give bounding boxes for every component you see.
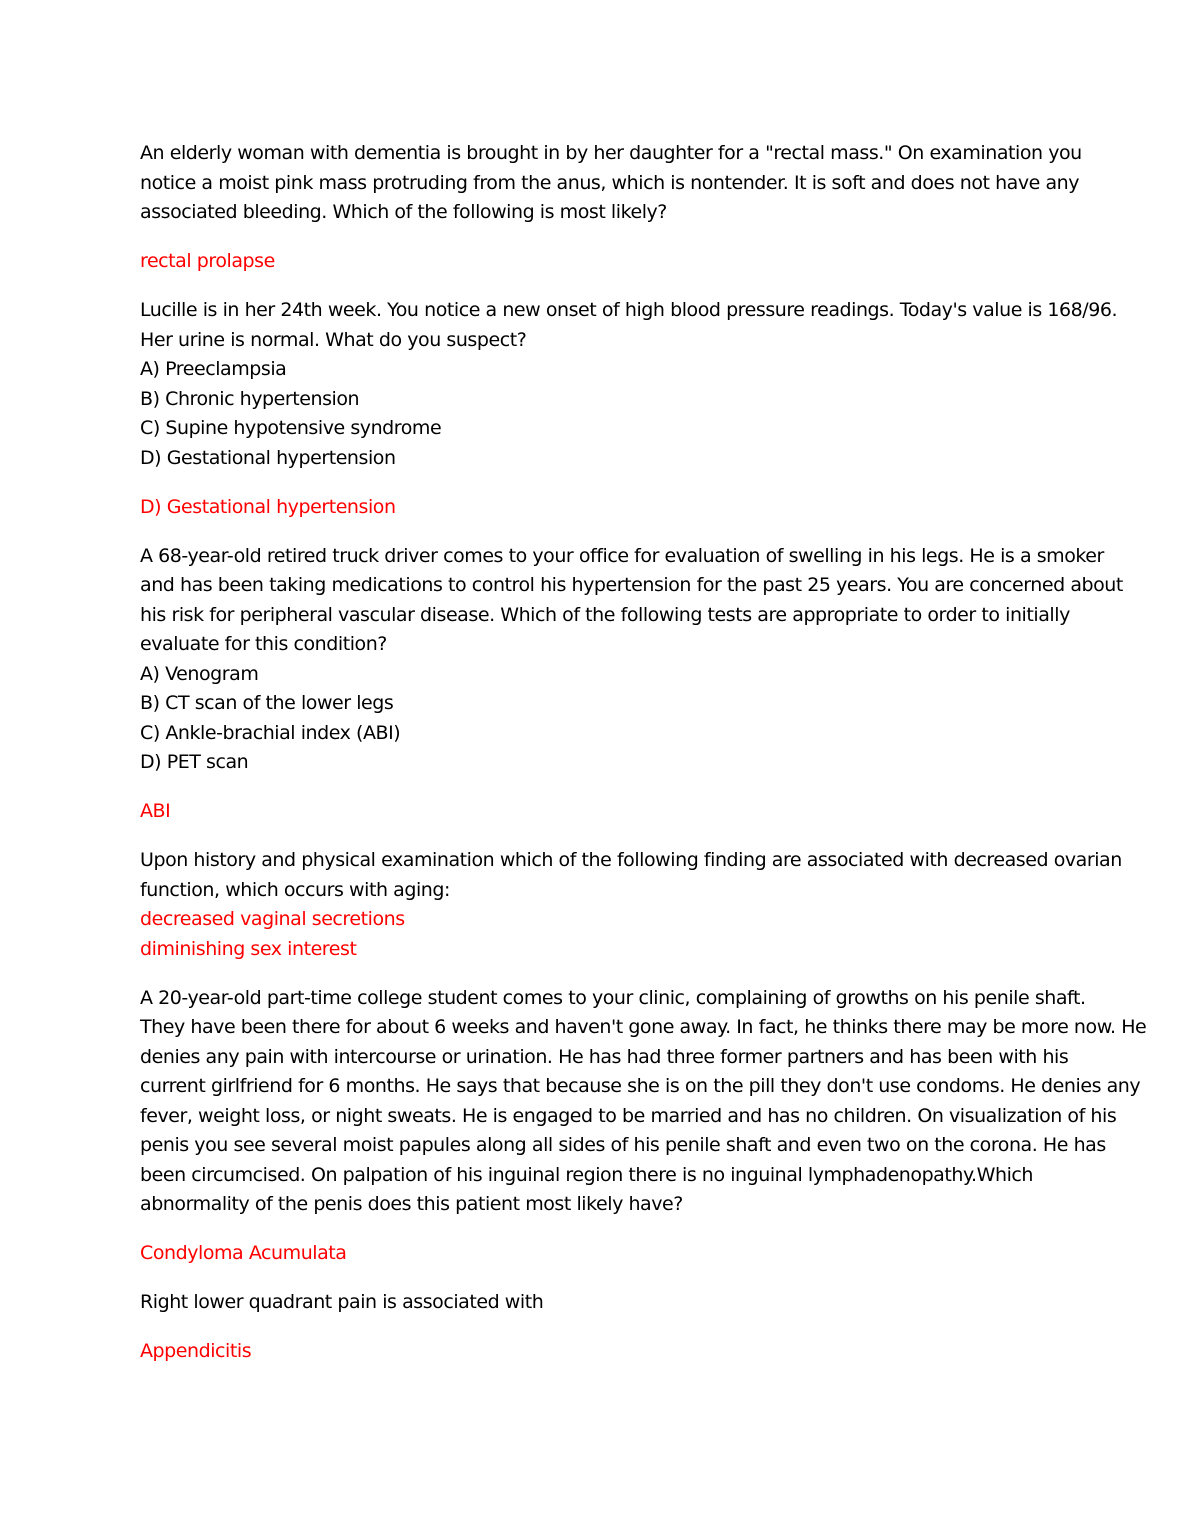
- answer-block: [140, 247, 1065, 277]
- question-line: B) Chronic hypertension: [140, 387, 360, 410]
- question-block: [140, 296, 1118, 473]
- question-line: B) CT scan of the lower legs: [140, 692, 394, 714]
- question-line: current girlfriend for 6 months. He says that because she is on the pill they don't use condoms. He denies any: [140, 1075, 1141, 1097]
- answer-block: [140, 797, 1065, 827]
- question-line: evaluate for this condition?: [140, 633, 387, 655]
- question-block: [140, 139, 1082, 228]
- answer-line: D) Gestational hypertension: [140, 495, 396, 518]
- question-line: associated bleeding. Which of the following is most likely?: [140, 201, 667, 223]
- question-line: Lucille is in her 24th week. You notice a new onset of high blood pressure readings. Today's value is 168/96.: [140, 299, 1118, 321]
- question-line: and has been taking medications to control his hypertension for the past 25 years. You are concerned about: [140, 574, 1123, 596]
- answer-block: [140, 493, 1065, 523]
- question-block: [140, 984, 1147, 1220]
- question-line: An elderly woman with dementia is brought in by her daughter for a "rectal mass." On examination you: [140, 142, 1082, 164]
- answer-line: diminishing sex interest: [140, 937, 357, 960]
- question-line: A 20-year-old part-time college student comes to your clinic, complaining of growths on his penile shaft.: [140, 986, 1086, 1009]
- question-block: [140, 542, 1123, 778]
- question-line: D) Gestational hypertension: [140, 446, 396, 469]
- question-line: A) Venogram: [140, 662, 259, 685]
- question-line: A) Preeclampsia: [140, 358, 287, 380]
- question-line: denies any pain with intercourse or urination. He has had three former partners and has been with his: [140, 1045, 1069, 1068]
- question-line: fever, weight loss, or night sweats. He is engaged to be married and has no children. On visualization of his: [140, 1104, 1117, 1127]
- answer-line: decreased vaginal secretions: [140, 908, 405, 930]
- question-line: C) Supine hypotensive syndrome: [140, 417, 442, 439]
- document-page: [140, 139, 1147, 1386]
- answer-line: Appendicitis: [140, 1340, 252, 1362]
- answer-line: ABI: [140, 800, 171, 822]
- answer-block: [140, 1337, 1065, 1367]
- question-line: function, which occurs with aging:: [140, 878, 450, 901]
- question-line: his risk for peripheral vascular disease. Which of the following tests are appropriate to order to initially: [140, 603, 1070, 626]
- question-block: [140, 1288, 1065, 1318]
- question-line: They have been there for about 6 weeks and haven't gone away. In fact, he thinks there may be more now. He: [140, 1016, 1147, 1038]
- question-line: Her urine is normal. What do you suspect?: [140, 328, 527, 351]
- question-line: Right lower quadrant pain is associated with: [140, 1291, 544, 1313]
- question-block: [140, 846, 1122, 905]
- answer-block: [140, 905, 1065, 964]
- question-line: C) Ankle-brachial index (ABI): [140, 721, 401, 744]
- question-line: penis you see several moist papules along all sides of his penile shaft and even two on the corona. He has: [140, 1134, 1106, 1156]
- answer-block: [140, 1239, 1065, 1269]
- question-line: notice a moist pink mass protruding from the anus, which is nontender. It is soft and does not have any: [140, 171, 1080, 194]
- question-line: abnormality of the penis does this patient most likely have?: [140, 1193, 683, 1215]
- answer-line: Condyloma Acumulata: [140, 1242, 347, 1264]
- question-line: been circumcised. On palpation of his inguinal region there is no inguinal lymphadenopathy.Which: [140, 1163, 1033, 1186]
- question-line: A 68-year-old retired truck driver comes to your office for evaluation of swelling in his legs. He is a smoker: [140, 544, 1104, 567]
- answer-line: rectal prolapse: [140, 250, 275, 272]
- question-line: Upon history and physical examination which of the following finding are associated with decreased ovarian: [140, 849, 1122, 871]
- question-line: D) PET scan: [140, 751, 249, 773]
